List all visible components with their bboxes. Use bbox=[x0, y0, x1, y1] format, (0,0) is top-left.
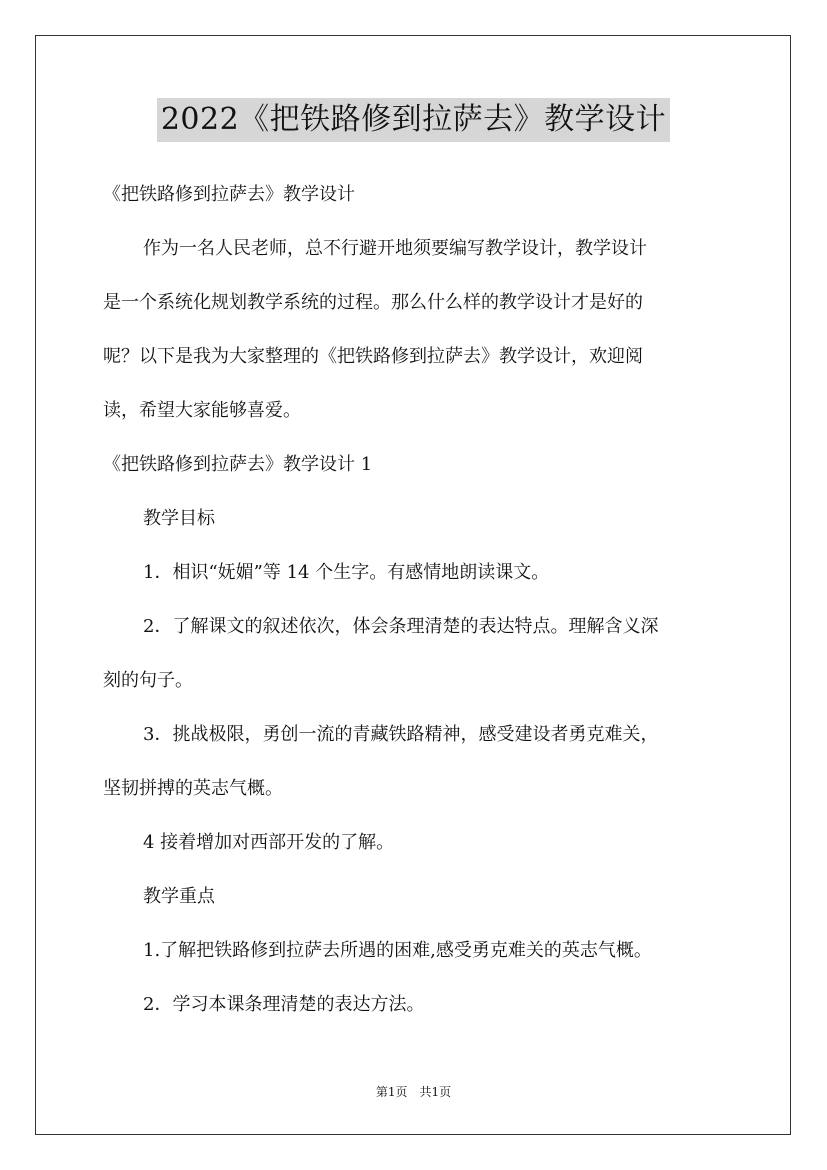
page-number: 第1页 bbox=[375, 1085, 408, 1099]
paragraph-line: 2．学习本课条理清楚的表达方法。 bbox=[143, 994, 425, 1015]
title-container bbox=[0, 98, 827, 142]
paragraph-line: 1．相识“妩媚”等 14 个生字。有感情地朗读课文。 bbox=[143, 562, 550, 583]
paragraph-line: 3．挑战极限，勇创一流的青藏铁路精神，感受建设者勇克难关， bbox=[143, 724, 659, 745]
paragraph-line: 作为一名人民老师，总不行避开地须要编写教学设计，教学设计 bbox=[143, 238, 647, 259]
paragraph-line: 教学目标 bbox=[143, 508, 215, 529]
paragraph-line: 读，希望大家能够喜爱。 bbox=[103, 400, 301, 421]
paragraph-line: 1.了解把铁路修到拉萨去所遇的困难,感受勇克难关的英志气概。 bbox=[143, 940, 652, 961]
document-title: 2022《把铁路修到拉萨去》教学设计 bbox=[157, 98, 670, 142]
paragraph-line: 刻的句子。 bbox=[103, 670, 193, 691]
paragraph-line: 是一个系统化规划教学系统的过程。那么什么样的教学设计才是好的 bbox=[103, 292, 643, 313]
paragraph-line: 坚韧拼搏的英志气概。 bbox=[103, 778, 283, 799]
paragraph-line: 呢？以下是我为大家整理的《把铁路修到拉萨去》教学设计，欢迎阅 bbox=[103, 346, 643, 367]
paragraph-line: 教学重点 bbox=[143, 886, 215, 907]
paragraph-line: 4 接着增加对西部开发的了解。 bbox=[143, 832, 395, 853]
paragraph-line: 《把铁路修到拉萨去》教学设计 bbox=[103, 184, 355, 205]
paragraph-line: 2．了解课文的叙述依次，体会条理清楚的表达特点。理解含义深 bbox=[143, 616, 659, 637]
section-heading: 《把铁路修到拉萨去》教学设计 1 bbox=[103, 454, 373, 475]
page-footer bbox=[0, 1084, 827, 1100]
page-total: 共1页 bbox=[419, 1085, 452, 1099]
